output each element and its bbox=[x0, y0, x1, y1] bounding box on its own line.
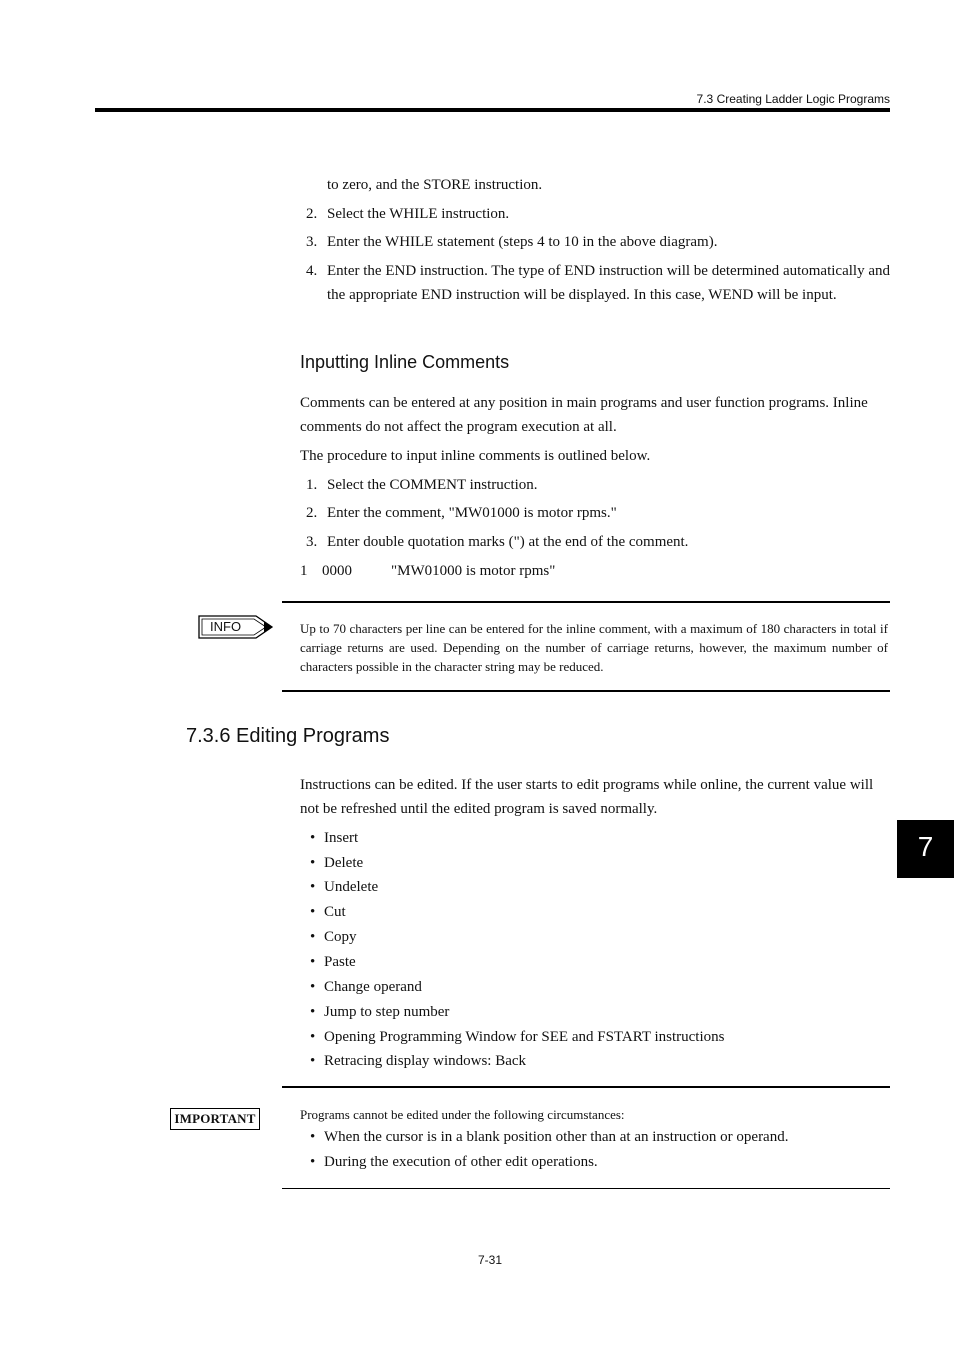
list-text: When the cursor is in a blank position other than at an instruction or operand. bbox=[324, 1129, 789, 1145]
list-text: Opening Programming Window for SEE and FSTART instructions bbox=[324, 1029, 725, 1045]
header-rule bbox=[95, 108, 890, 112]
list-text: Copy bbox=[324, 929, 357, 945]
list-text: Enter the comment, "MW01000 is motor rpms." bbox=[327, 505, 617, 521]
example-line-number: 1 bbox=[300, 563, 308, 579]
list-text: Paste bbox=[324, 954, 356, 970]
list-item bbox=[306, 259, 890, 331]
list-text: During the execution of other edit operations. bbox=[324, 1154, 598, 1170]
step-continuation: to zero, and the STORE instruction. bbox=[327, 177, 543, 193]
list-text: Enter the END instruction. The type of END instruction will be determined automatically and the appropriate END instruction will be displayed. In this case, WEND will be input. bbox=[327, 263, 890, 303]
list-number: 3. bbox=[306, 234, 318, 250]
info-label: INFO bbox=[210, 619, 242, 634]
list-text: Enter double quotation marks (") at the end of the comment. bbox=[327, 534, 689, 550]
subsection-heading: Inputting Inline Comments bbox=[300, 352, 510, 372]
important-badge: IMPORTANT bbox=[170, 1108, 260, 1130]
running-header: 7.3 Creating Ladder Logic Programs bbox=[696, 92, 890, 106]
list-number: 3. bbox=[306, 534, 318, 550]
list-text: Select the COMMENT instruction. bbox=[327, 477, 538, 493]
list-number: 1. bbox=[306, 477, 318, 493]
important-note-intro: Programs cannot be edited under the following circumstances: bbox=[300, 1107, 625, 1122]
paragraph: Instructions can be edited. If the user starts to edit programs while online, the current value will not be refreshed until the edited program is saved normally. bbox=[300, 777, 874, 817]
note-rule-top bbox=[282, 1086, 890, 1088]
list-text: Cut bbox=[324, 904, 346, 920]
paragraph: The procedure to input inline comments is outlined below. bbox=[300, 448, 651, 464]
section-heading: 7.3.6 Editing Programs bbox=[186, 725, 390, 747]
list-text: Insert bbox=[324, 830, 359, 846]
list-text: Select the WHILE instruction. bbox=[327, 206, 510, 222]
list-text: Delete bbox=[324, 855, 364, 871]
list-number: 4. bbox=[306, 263, 318, 279]
info-note-text: Up to 70 characters per line can be entered for the inline comment, with a maximum of 180 characters in total if carriage returns are used. Depending on the number of carriage returns, however, the maximum number of characters possible in the character string may be reduced. bbox=[300, 621, 888, 674]
list-number: 2. bbox=[306, 505, 318, 521]
note-rule-bottom bbox=[282, 1188, 890, 1189]
list-text: Enter the WHILE statement (steps 4 to 10 in the above diagram). bbox=[327, 234, 718, 250]
list-text: Undelete bbox=[324, 879, 379, 895]
list-text: Change operand bbox=[324, 979, 422, 995]
example-comment: "MW01000 is motor rpms" bbox=[391, 563, 556, 579]
list-number: 2. bbox=[306, 206, 318, 222]
note-rule-bottom bbox=[282, 690, 890, 692]
info-badge bbox=[196, 614, 274, 645]
paragraph: Comments can be entered at any position in main programs and user function programs. Inline comments do not affect the program execution at all. bbox=[300, 395, 868, 435]
list-text: Retracing display windows: Back bbox=[324, 1053, 527, 1069]
chapter-tab: 7 bbox=[897, 820, 954, 878]
note-rule-top bbox=[282, 601, 890, 603]
list-text: Jump to step number bbox=[324, 1004, 450, 1020]
example-step-number: 0000 bbox=[322, 563, 352, 579]
page-number: 7-31 bbox=[478, 1253, 503, 1267]
